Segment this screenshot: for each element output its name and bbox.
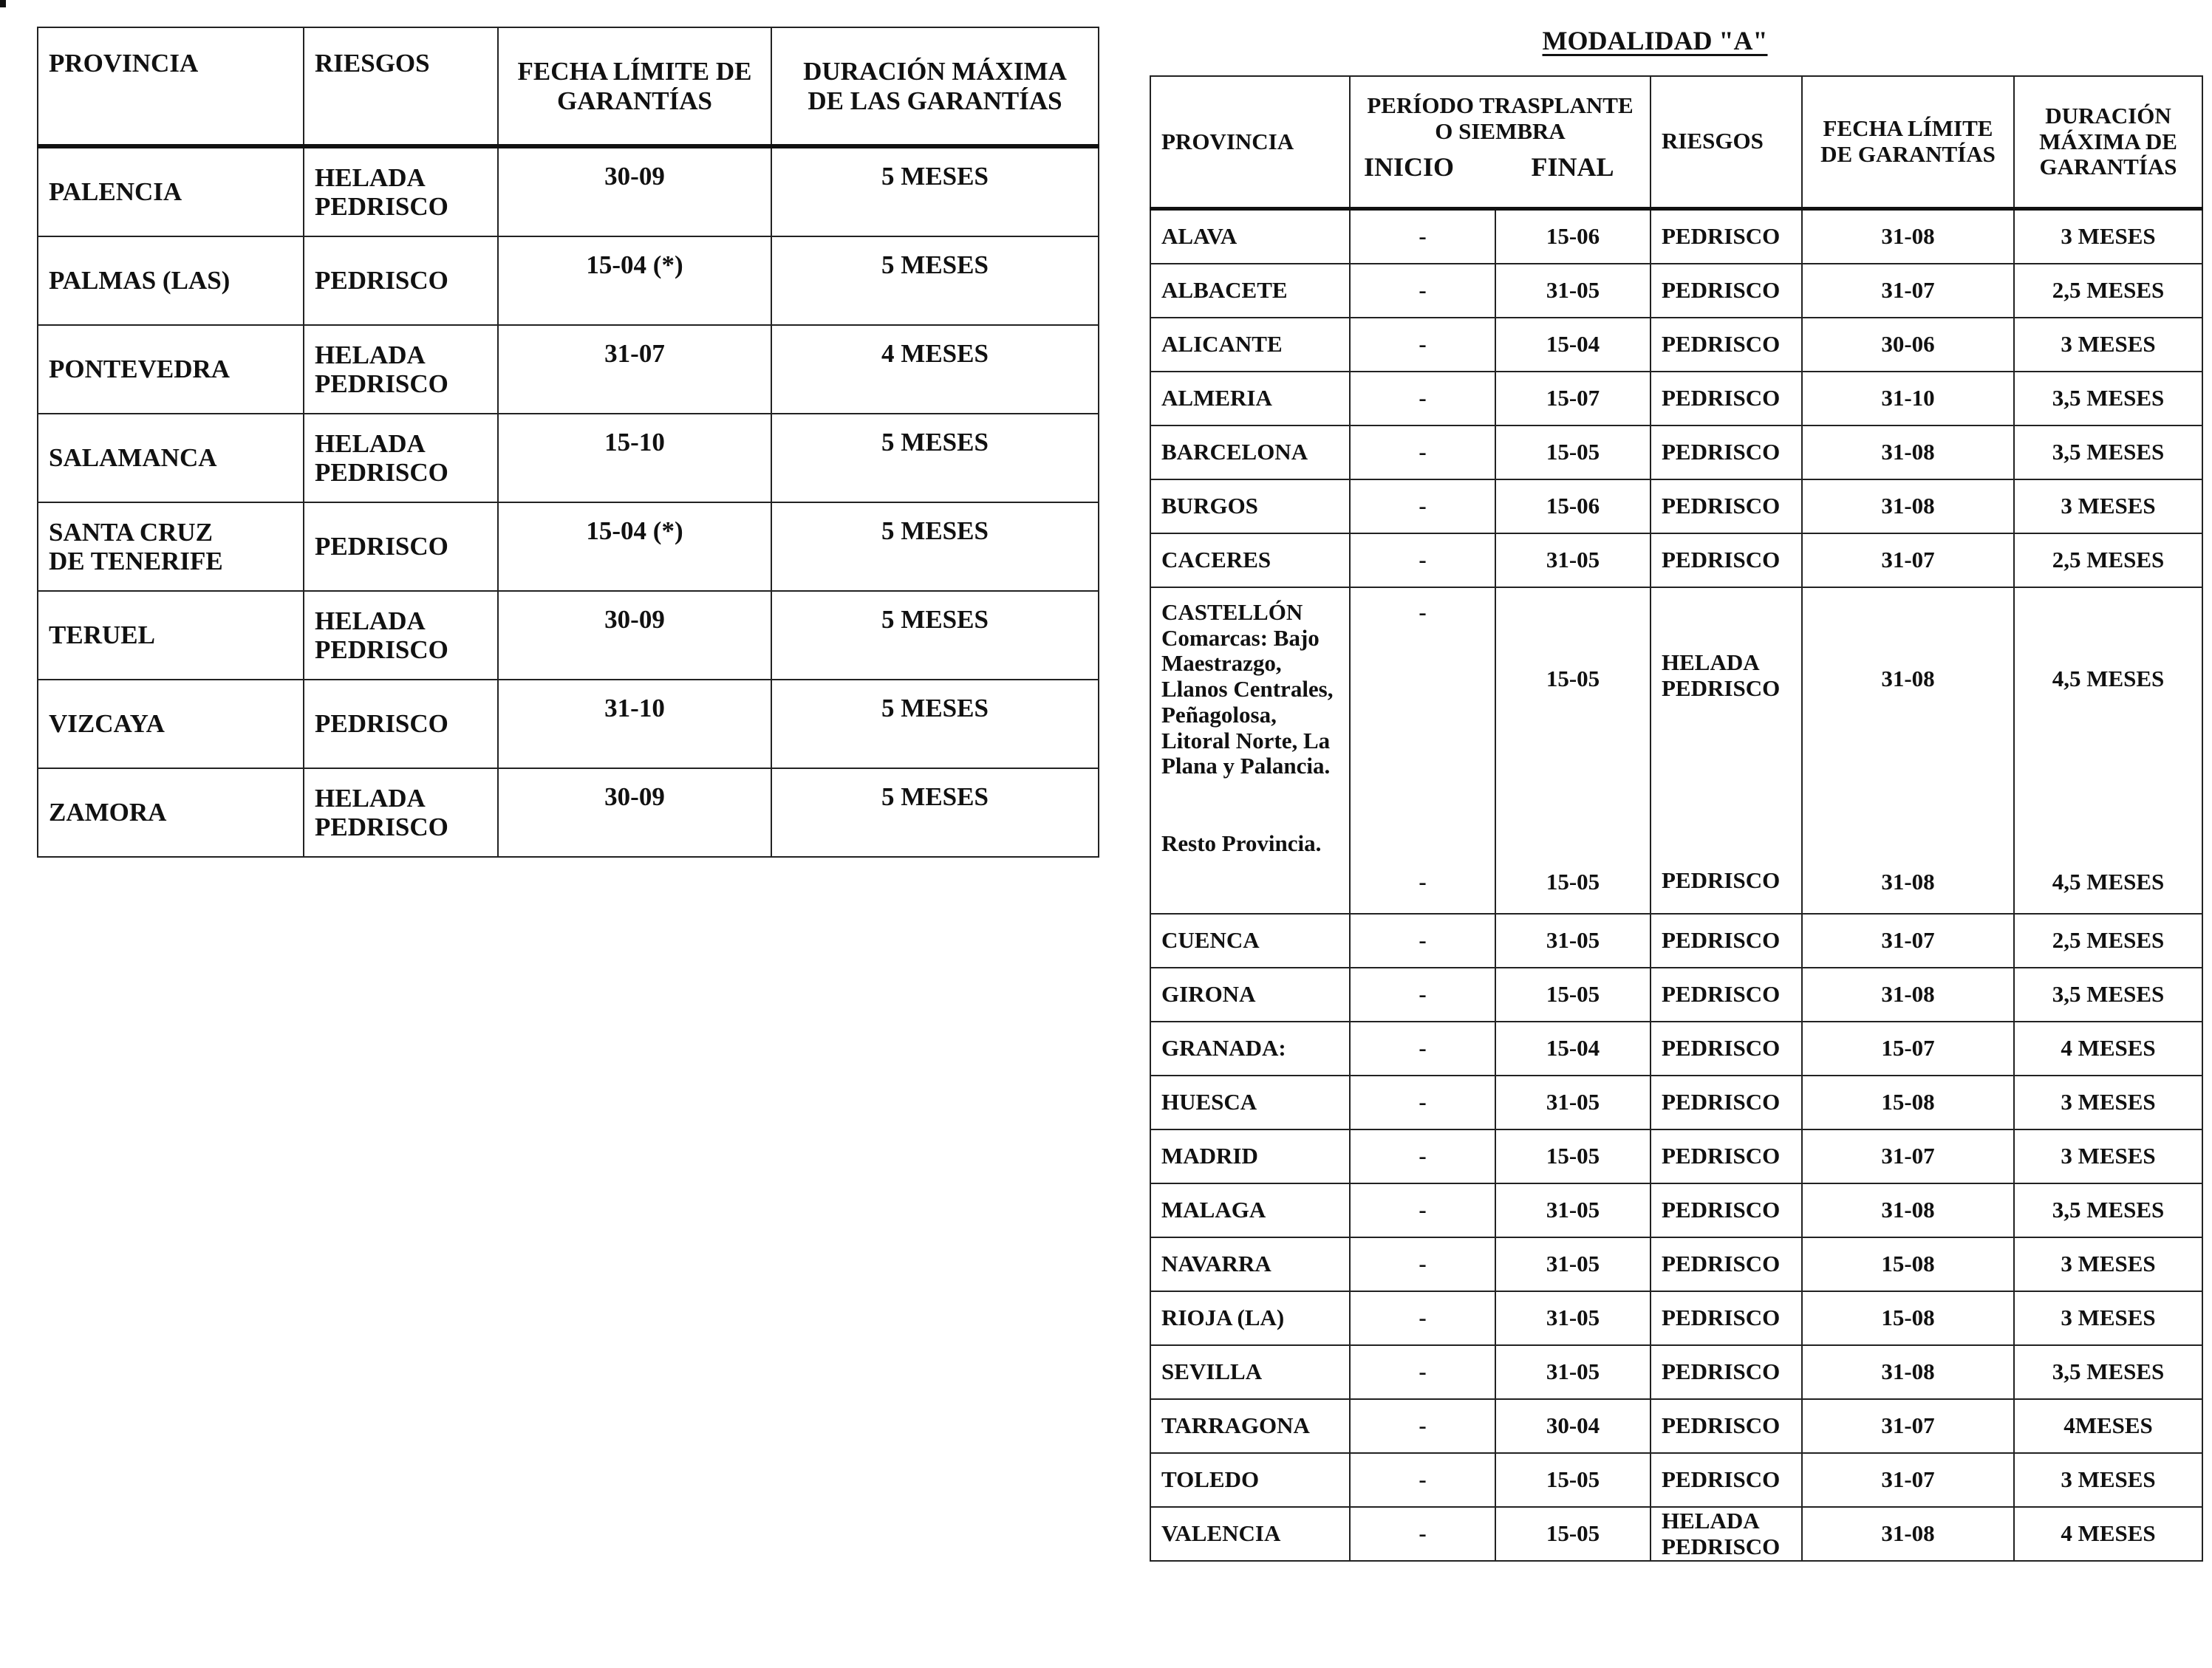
header-final: FINAL (1495, 152, 1651, 209)
cell-riesgos: HELADA PEDRISCO (304, 591, 498, 680)
cell-duracion-maxima: 2,5 MESES (2014, 914, 2202, 968)
cell-fecha-limite: 31-08 (1802, 1507, 2014, 1561)
cell-fecha-limite: 31-10 (498, 680, 771, 768)
cell-fecha-limite: 31-07 (1802, 264, 2014, 318)
cell-inicio: - (1350, 1345, 1495, 1399)
cell-fecha-limite: 15-07 (1802, 1022, 2014, 1076)
cell-fecha-limite: 31-08 (1802, 1345, 2014, 1399)
castellon-resto-final: 15-05 (1546, 868, 1600, 895)
cell-inicio: - (1350, 1076, 1495, 1129)
cell-final: 31-05 (1495, 1183, 1651, 1237)
cell-riesgos: PEDRISCO (1651, 533, 1802, 587)
cell-inicio: - (1350, 425, 1495, 479)
cell-riesgos: PEDRISCO (1651, 914, 1802, 968)
cell-fecha-castellon (1802, 587, 2014, 914)
cell-duracion-maxima: 4 MESES (2014, 1507, 2202, 1561)
cell-fecha-limite: 31-08 (1802, 479, 2014, 533)
header-periodo-trasplante: PERÍODO TRASPLANTE O SIEMBRA (1350, 76, 1651, 152)
cell-provincia: SEVILLA (1150, 1345, 1350, 1399)
cell-riesgos: PEDRISCO (1651, 1129, 1802, 1183)
cell-final: 15-06 (1495, 479, 1651, 533)
cell-riesgos: PEDRISCO (1651, 209, 1802, 264)
cell-final: 31-05 (1495, 1291, 1651, 1345)
cell-fecha-limite: 31-08 (1802, 1183, 2014, 1237)
table-row (1150, 1345, 2202, 1399)
cell-inicio: - (1350, 1399, 1495, 1453)
table-row (1150, 1399, 2202, 1453)
cell-duracion-maxima: 3 MESES (2014, 1076, 2202, 1129)
cell-duracion-castellon (2014, 587, 2202, 914)
cell-riesgos: HELADA PEDRISCO (304, 768, 498, 857)
cell-final: 31-05 (1495, 1345, 1651, 1399)
cell-provincia-castellon (1150, 587, 1350, 914)
cell-provincia: MADRID (1150, 1129, 1350, 1183)
cell-provincia: GIRONA (1150, 968, 1350, 1022)
cell-provincia: TOLEDO (1150, 1453, 1350, 1507)
cell-fecha-limite: 30-09 (498, 768, 771, 857)
cell-riesgos: PEDRISCO (1651, 1345, 1802, 1399)
header-fecha-limite: FECHA LÍMITE DE GARANTÍAS (498, 27, 771, 146)
cell-duracion-maxima: 3,5 MESES (2014, 968, 2202, 1022)
cell-final: 31-05 (1495, 1076, 1651, 1129)
castellon-inicio: - (1419, 599, 1427, 625)
cell-fecha-limite: 31-10 (1802, 372, 2014, 425)
cell-fecha-limite: 15-08 (1802, 1237, 2014, 1291)
cell-riesgos: PEDRISCO (1651, 1076, 1802, 1129)
castellon-comarcas-label: CASTELLÓN Comarcas: Bajo Maestrazgo, Llanos Centrales, Peñagolosa, Litoral Norte, La Plana y Palancia. (1161, 599, 1334, 779)
cell-provincia: PALMAS (LAS) (38, 236, 304, 325)
table-row (1150, 372, 2202, 425)
table-row (38, 768, 1099, 857)
cell-duracion-maxima: 2,5 MESES (2014, 533, 2202, 587)
cell-inicio: - (1350, 264, 1495, 318)
cell-inicio: - (1350, 914, 1495, 968)
castellon-resto-fecha: 31-08 (1881, 868, 1935, 895)
cell-final: 15-06 (1495, 209, 1651, 264)
cell-duracion-maxima: 3 MESES (2014, 318, 2202, 372)
cell-duracion-maxima: 5 MESES (771, 591, 1099, 680)
header-riesgos: RIESGOS (1651, 76, 1802, 209)
cell-provincia: NAVARRA (1150, 1237, 1350, 1291)
cell-provincia: VALENCIA (1150, 1507, 1350, 1561)
header-duracion-maxima: DURACIÓN MÁXIMA DE LAS GARANTÍAS (771, 27, 1099, 146)
castellon-resto-inicio: - (1419, 868, 1427, 895)
cell-inicio: - (1350, 533, 1495, 587)
cell-inicio: - (1350, 1183, 1495, 1237)
cell-inicio: - (1350, 1291, 1495, 1345)
cell-duracion-maxima: 3 MESES (2014, 209, 2202, 264)
cell-fecha-limite: 30-09 (498, 146, 771, 236)
table-row (1150, 1237, 2202, 1291)
table-row-castellon (1150, 587, 2202, 914)
cell-final: 15-05 (1495, 1453, 1651, 1507)
cell-duracion-maxima: 3 MESES (2014, 1129, 2202, 1183)
cell-riesgos: PEDRISCO (1651, 425, 1802, 479)
cell-duracion-maxima: 2,5 MESES (2014, 264, 2202, 318)
cell-provincia: SANTA CRUZ DE TENERIFE (38, 502, 304, 591)
table-row (38, 680, 1099, 768)
cell-provincia: TERUEL (38, 591, 304, 680)
table-row (1150, 968, 2202, 1022)
cell-inicio: - (1350, 372, 1495, 425)
cell-duracion-maxima: 3 MESES (2014, 1237, 2202, 1291)
header-riesgos: RIESGOS (304, 27, 498, 146)
cell-riesgos: PEDRISCO (1651, 318, 1802, 372)
cell-duracion-maxima: 3,5 MESES (2014, 1183, 2202, 1237)
table-row (38, 414, 1099, 502)
cell-provincia: TARRAGONA (1150, 1399, 1350, 1453)
table-row (1150, 914, 2202, 968)
cell-final: 15-05 (1495, 1129, 1651, 1183)
cell-inicio: - (1350, 318, 1495, 372)
castellon-duracion: 4,5 MESES (2052, 666, 2165, 691)
cell-final-castellon (1495, 587, 1651, 914)
cell-duracion-maxima: 3 MESES (2014, 479, 2202, 533)
table-row (1150, 425, 2202, 479)
cell-fecha-limite: 30-06 (1802, 318, 2014, 372)
cell-riesgos: PEDRISCO (1651, 968, 1802, 1022)
cell-provincia: ALICANTE (1150, 318, 1350, 372)
cell-fecha-limite: 31-07 (1802, 1399, 2014, 1453)
cell-fecha-limite: 15-08 (1802, 1076, 2014, 1129)
cell-final: 30-04 (1495, 1399, 1651, 1453)
cell-inicio: - (1350, 1507, 1495, 1561)
table-row (1150, 479, 2202, 533)
cell-final: 31-05 (1495, 264, 1651, 318)
header-provincia: PROVINCIA (38, 27, 304, 146)
cell-duracion-maxima: 5 MESES (771, 236, 1099, 325)
cell-fecha-limite: 15-04 (*) (498, 236, 771, 325)
cell-duracion-maxima: 3,5 MESES (2014, 372, 2202, 425)
cell-fecha-limite: 31-08 (1802, 425, 2014, 479)
modalidad-title: MODALIDAD "A" (1542, 26, 1768, 55)
table-row (38, 236, 1099, 325)
left-table-header-row (38, 27, 1099, 146)
cell-final: 31-05 (1495, 533, 1651, 587)
cell-inicio: - (1350, 1129, 1495, 1183)
right-table-header-row (1150, 76, 2202, 152)
header-fecha-limite: FECHA LÍMITE DE GARANTÍAS (1802, 76, 2014, 209)
table-row (1150, 1453, 2202, 1507)
left-guarantee-table (37, 27, 1099, 858)
table-row (1150, 1183, 2202, 1237)
castellon-resto-label: Resto Provincia. (1161, 830, 1322, 857)
cell-provincia: BURGOS (1150, 479, 1350, 533)
cell-final: 15-05 (1495, 1507, 1651, 1561)
cell-riesgos: HELADA PEDRISCO (304, 414, 498, 502)
cell-riesgos: PEDRISCO (1651, 264, 1802, 318)
cell-riesgos: PEDRISCO (1651, 1291, 1802, 1345)
table-row (1150, 209, 2202, 264)
header-provincia: PROVINCIA (1150, 76, 1350, 209)
cell-provincia: VIZCAYA (38, 680, 304, 768)
cell-duracion-maxima: 5 MESES (771, 680, 1099, 768)
cell-riesgos: HELADA PEDRISCO (304, 146, 498, 236)
cell-riesgos: PEDRISCO (304, 236, 498, 325)
cell-provincia: ALBACETE (1150, 264, 1350, 318)
table-row (38, 502, 1099, 591)
cell-fecha-limite: 31-08 (1802, 968, 2014, 1022)
cell-duracion-maxima: 5 MESES (771, 146, 1099, 236)
castellon-final: 15-05 (1546, 666, 1600, 691)
cell-provincia: HUESCA (1150, 1076, 1350, 1129)
cell-duracion-maxima: 4MESES (2014, 1399, 2202, 1453)
cell-final: 15-07 (1495, 372, 1651, 425)
cell-riesgos: PEDRISCO (1651, 1399, 1802, 1453)
table-row (38, 325, 1099, 414)
cell-riesgos-castellon (1651, 587, 1802, 914)
cell-riesgos: PEDRISCO (304, 502, 498, 591)
cell-riesgos: PEDRISCO (1651, 372, 1802, 425)
cell-provincia: ZAMORA (38, 768, 304, 857)
cell-final: 15-04 (1495, 318, 1651, 372)
cell-duracion-maxima: 4 MESES (2014, 1022, 2202, 1076)
table-row (1150, 1076, 2202, 1129)
cell-provincia: PONTEVEDRA (38, 325, 304, 414)
cell-fecha-limite: 31-07 (1802, 914, 2014, 968)
cell-riesgos: PEDRISCO (304, 680, 498, 768)
cell-provincia: MALAGA (1150, 1183, 1350, 1237)
cell-riesgos: HELADA PEDRISCO (1651, 1507, 1802, 1561)
cell-fecha-limite: 31-07 (498, 325, 771, 414)
cell-provincia: CUENCA (1150, 914, 1350, 968)
table-row (1150, 318, 2202, 372)
cell-duracion-maxima: 5 MESES (771, 414, 1099, 502)
cell-provincia: SALAMANCA (38, 414, 304, 502)
castellon-resto-riesgos: PEDRISCO (1662, 867, 1781, 894)
table-row (1150, 533, 2202, 587)
cell-inicio-castellon (1350, 587, 1495, 914)
cell-fecha-limite: 15-04 (*) (498, 502, 771, 591)
cell-provincia: RIOJA (LA) (1150, 1291, 1350, 1345)
cell-riesgos: PEDRISCO (1651, 1183, 1802, 1237)
cell-inicio: - (1350, 1022, 1495, 1076)
cell-inicio: - (1350, 479, 1495, 533)
cell-fecha-limite: 31-07 (1802, 1129, 2014, 1183)
cell-final: 15-05 (1495, 425, 1651, 479)
cell-duracion-maxima: 5 MESES (771, 502, 1099, 591)
modalidad-a-table (1150, 75, 2203, 1562)
cell-provincia: BARCELONA (1150, 425, 1350, 479)
cell-provincia: GRANADA: (1150, 1022, 1350, 1076)
cell-final: 31-05 (1495, 914, 1651, 968)
cell-riesgos: PEDRISCO (1651, 479, 1802, 533)
cell-inicio: - (1350, 1453, 1495, 1507)
cell-duracion-maxima: 3,5 MESES (2014, 1345, 2202, 1399)
cell-riesgos: HELADA PEDRISCO (304, 325, 498, 414)
cell-fecha-limite: 15-10 (498, 414, 771, 502)
castellon-riesgos: HELADA PEDRISCO (1662, 649, 1781, 701)
table-row (1150, 1507, 2202, 1561)
cell-inicio: - (1350, 968, 1495, 1022)
cell-riesgos: PEDRISCO (1651, 1237, 1802, 1291)
cell-provincia: ALMERIA (1150, 372, 1350, 425)
cell-fecha-limite: 31-07 (1802, 1453, 2014, 1507)
scan-corner-mark (0, 0, 6, 7)
cell-inicio: - (1350, 1237, 1495, 1291)
table-row (1150, 264, 2202, 318)
cell-duracion-maxima: 5 MESES (771, 768, 1099, 857)
castellon-resto-duracion: 4,5 MESES (2052, 868, 2165, 895)
cell-duracion-maxima: 3 MESES (2014, 1291, 2202, 1345)
table-row (1150, 1291, 2202, 1345)
cell-fecha-limite: 31-08 (1802, 209, 2014, 264)
cell-fecha-limite: 15-08 (1802, 1291, 2014, 1345)
header-duracion-maxima: DURACIÓN MÁXIMA DE GARANTÍAS (2014, 76, 2202, 209)
cell-final: 15-04 (1495, 1022, 1651, 1076)
cell-riesgos: PEDRISCO (1651, 1022, 1802, 1076)
cell-fecha-limite: 30-09 (498, 591, 771, 680)
table-row (1150, 1129, 2202, 1183)
cell-riesgos: PEDRISCO (1651, 1453, 1802, 1507)
cell-final: 31-05 (1495, 1237, 1651, 1291)
table-row (38, 591, 1099, 680)
cell-provincia: PALENCIA (38, 146, 304, 236)
cell-inicio: - (1350, 209, 1495, 264)
cell-provincia: ALAVA (1150, 209, 1350, 264)
cell-duracion-maxima: 3,5 MESES (2014, 425, 2202, 479)
castellon-fecha: 31-08 (1881, 666, 1935, 691)
cell-fecha-limite: 31-07 (1802, 533, 2014, 587)
header-inicio: INICIO (1350, 152, 1495, 209)
cell-provincia: CACERES (1150, 533, 1350, 587)
cell-duracion-maxima: 4 MESES (771, 325, 1099, 414)
table-row (38, 146, 1099, 236)
table-row (1150, 1022, 2202, 1076)
cell-final: 15-05 (1495, 968, 1651, 1022)
cell-duracion-maxima: 3 MESES (2014, 1453, 2202, 1507)
